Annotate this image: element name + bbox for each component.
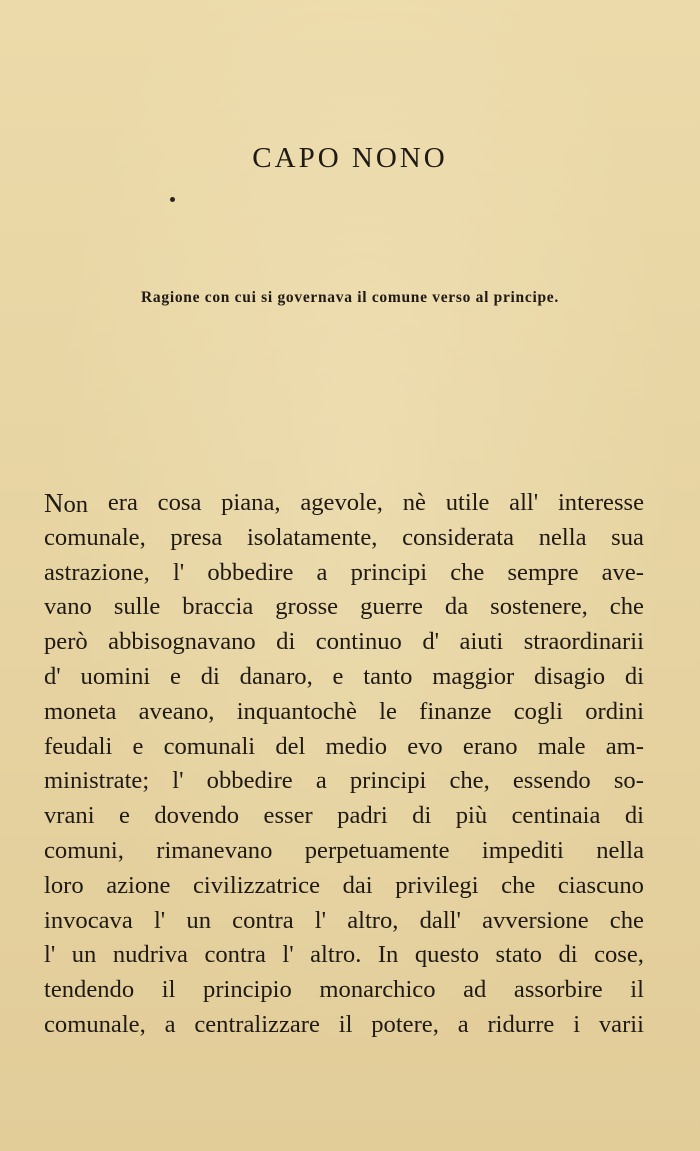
text-word: moneta (44, 697, 117, 725)
text-line (44, 799, 644, 834)
text-word: ad (463, 976, 487, 1004)
text-word: nudriva (112, 941, 188, 969)
text-word: i (573, 1010, 581, 1038)
text-word: di (276, 628, 296, 656)
text-word: all' (509, 489, 539, 516)
text-word: dall' (419, 906, 461, 934)
text-word: e (170, 662, 181, 690)
text-line (44, 938, 644, 973)
text-word: assorbire (513, 976, 603, 1004)
text-word: contra (204, 941, 266, 969)
text-line (44, 869, 644, 904)
text-word: che (609, 593, 644, 621)
text-word: aveano, (138, 697, 215, 725)
text-word: essendo (512, 767, 591, 795)
body-paragraph (44, 486, 644, 1043)
ink-speck (170, 197, 175, 202)
text-word: privilegi (395, 871, 479, 899)
text-word: braccia (182, 593, 254, 621)
text-word: a (457, 1010, 469, 1038)
chapter-summary: Ragione con cui si governava il comune verso al principe. (141, 289, 559, 306)
text-word: invocava (44, 906, 133, 934)
text-word: inquantochè (236, 697, 357, 725)
text-line (44, 556, 644, 591)
text-word: di (624, 802, 644, 830)
text-word: principi (349, 767, 427, 795)
text-word: e (119, 802, 130, 830)
text-word: azione (106, 871, 171, 899)
text-word: agevole, (300, 489, 383, 516)
text-word: il (338, 1010, 353, 1038)
text-word: contra (232, 906, 294, 934)
text-word: rimanevano (156, 836, 273, 864)
text-word: l' (172, 767, 184, 795)
text-word: civilizzatrice (193, 871, 320, 899)
text-word: continuo (315, 628, 402, 656)
chapter-title: CAPO NONO (252, 142, 448, 174)
text-word: obbedire (207, 558, 294, 586)
text-word: e (332, 662, 344, 690)
text-word: am- (605, 732, 644, 760)
text-word: abbisognavano (108, 628, 256, 656)
text-word: astrazione, (44, 558, 150, 586)
text-word: sostenere, (490, 593, 588, 621)
text-word: so- (613, 767, 644, 795)
text-line (44, 904, 644, 939)
text-word: sempre (507, 558, 579, 586)
text-word: cogli (513, 697, 563, 725)
text-word: varii (598, 1010, 644, 1038)
text-word: d' (44, 662, 61, 690)
text-word: il (161, 976, 176, 1004)
text-line (44, 764, 644, 799)
text-word: che (450, 558, 485, 586)
text-word: principio (203, 976, 292, 1004)
text-word: e (132, 732, 144, 760)
text-word: che (609, 906, 644, 934)
text-word: a (316, 558, 328, 586)
text-word: sulle (113, 593, 161, 621)
text-word: erano (462, 732, 518, 760)
text-word: le (379, 697, 397, 725)
text-word: impediti (481, 836, 564, 864)
text-word: piana, (221, 489, 281, 516)
text-word: che (501, 871, 536, 899)
text-word: comuni, (44, 836, 124, 864)
text-word: avversione (482, 906, 589, 934)
text-word: ridurre (487, 1010, 555, 1038)
text-word: di (624, 662, 644, 690)
text-word: centinaia (511, 802, 601, 830)
text-word: era (107, 489, 138, 516)
text-word: ciascuno (557, 871, 644, 899)
text-word: loro (44, 871, 84, 899)
text-word: un (71, 941, 97, 969)
text-line (44, 730, 644, 765)
text-word: il (630, 976, 644, 1004)
text-word: isolatamente, (246, 523, 378, 551)
text-line (44, 521, 644, 556)
text-word: medio (325, 732, 388, 760)
text-word: comunali (163, 732, 256, 760)
text-word: obbedire (206, 767, 293, 795)
text-word: ordini (585, 697, 644, 725)
text-word: uomini (80, 662, 151, 690)
text-word: di (412, 802, 432, 830)
text-word: monarchico (319, 976, 436, 1004)
text-word: finanze (419, 697, 492, 725)
text-word: del (275, 732, 306, 760)
text-word: altro, (347, 906, 399, 934)
text-word: nella (538, 523, 587, 551)
text-word: ministrate; (44, 767, 150, 795)
text-line (44, 1008, 644, 1043)
text-word: padri (337, 802, 388, 830)
text-word: utile (445, 489, 490, 516)
text-line (44, 486, 644, 521)
text-word: centralizzare (194, 1010, 320, 1038)
text-word: disagio (534, 662, 606, 690)
text-word: maggior (432, 662, 515, 690)
text-word: interesse (557, 489, 644, 516)
text-word: un (186, 906, 211, 934)
text-word: nè (402, 489, 426, 516)
text-word: perpetuamente (304, 836, 450, 864)
text-word: nella (596, 836, 644, 864)
text-word: aiuti (459, 628, 504, 656)
text-word: In (377, 941, 399, 969)
text-word: tanto (363, 662, 413, 690)
text-word: l' (153, 906, 166, 934)
text-word: altro. (310, 941, 362, 969)
text-word: dovendo (154, 802, 240, 830)
text-word: considerata (402, 523, 515, 551)
text-line (44, 834, 644, 869)
text-word: comunale, (44, 1010, 146, 1038)
text-word: che, (449, 767, 490, 795)
text-word: guerre (360, 593, 423, 621)
text-word: l' (44, 941, 56, 969)
text-line (44, 660, 644, 695)
text-word: Non (44, 488, 89, 518)
text-word: vano (44, 593, 92, 621)
text-word: feudali (44, 732, 113, 760)
text-line (44, 973, 644, 1008)
text-word: questo (414, 941, 480, 969)
text-word: grosse (275, 593, 339, 621)
text-word: cose, (594, 941, 644, 969)
text-word: l' (314, 906, 327, 934)
text-word: di (558, 941, 578, 969)
text-word: vrani (44, 802, 95, 830)
text-line (44, 590, 644, 625)
text-word: cosa (157, 489, 202, 516)
text-word: a (164, 1010, 176, 1038)
text-word: comunale, (44, 523, 146, 551)
text-word: d' (422, 628, 440, 656)
text-word: presa (170, 523, 223, 551)
text-word: male (537, 732, 586, 760)
text-word: principi (350, 558, 428, 586)
text-word: stato (495, 941, 542, 969)
text-word: straordinarii (523, 628, 644, 656)
text-word: sua (611, 523, 644, 551)
text-word: esser (263, 802, 313, 830)
text-word: a (315, 767, 327, 795)
text-word: da (444, 593, 469, 621)
text-word: più (455, 802, 488, 830)
text-word: l' (282, 941, 294, 969)
text-word: ave- (601, 558, 644, 586)
text-word: l' (172, 558, 185, 586)
text-word: però (44, 628, 88, 656)
text-line (44, 695, 644, 730)
text-word: potere, (371, 1010, 439, 1038)
text-word: tendendo (44, 976, 135, 1004)
text-word: di (200, 662, 220, 690)
text-word: danaro, (239, 662, 313, 690)
text-word: evo (407, 732, 443, 760)
text-word: dai (342, 871, 373, 899)
text-line (44, 625, 644, 660)
